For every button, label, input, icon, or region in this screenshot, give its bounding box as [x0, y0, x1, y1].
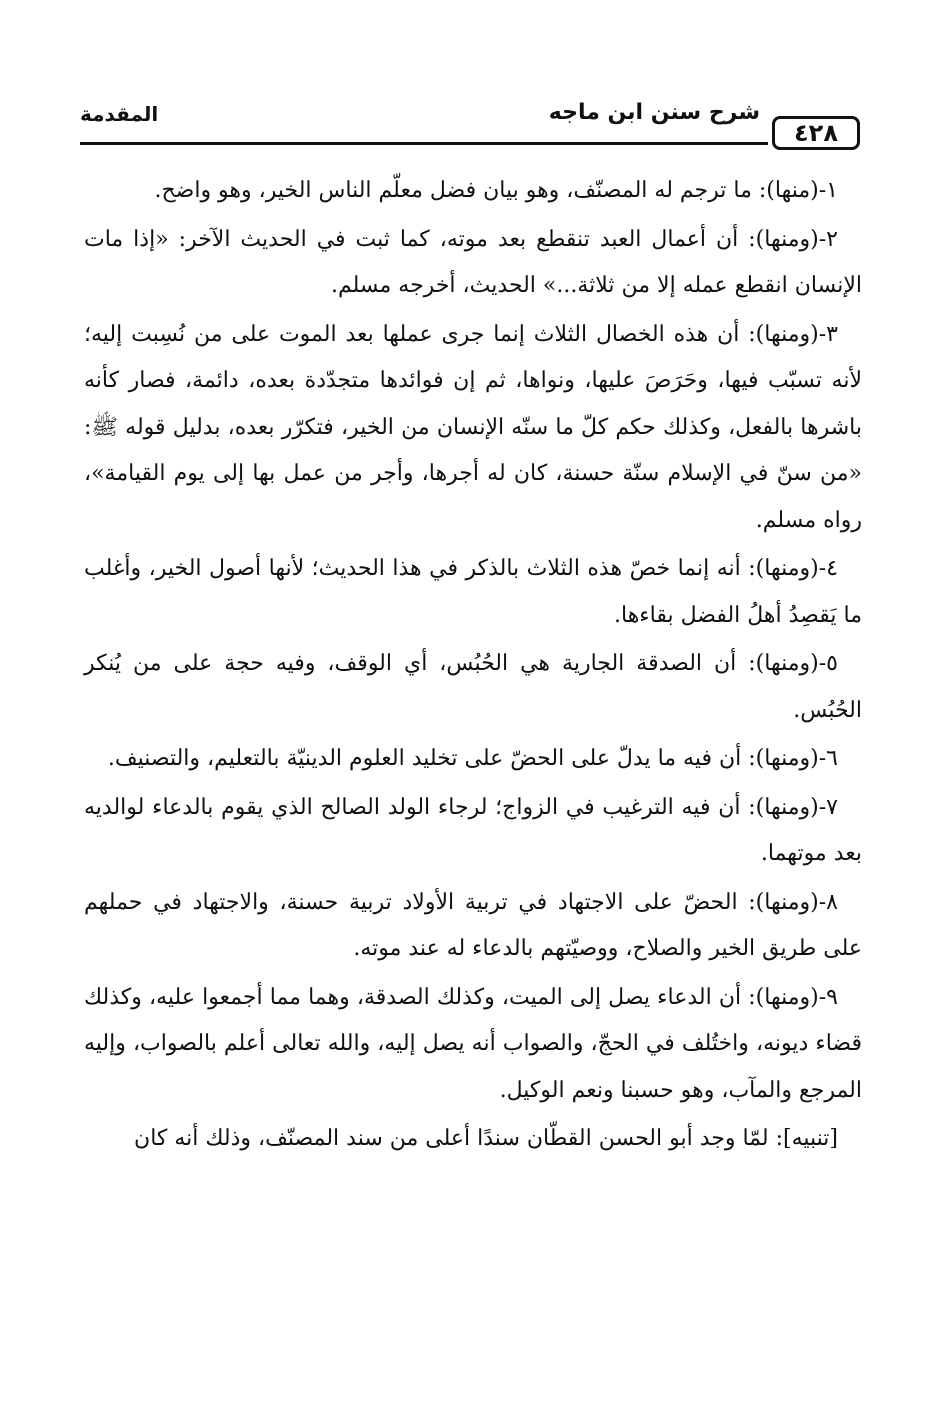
book-title: شرح سنن ابن ماجه — [548, 100, 760, 125]
paragraph-7: ٧-(ومنها): أن فيه الترغيب في الزواج؛ لرجاء الولد الصالح الذي يقوم بالدعاء لوالديه بعد موتهما. — [84, 794, 862, 866]
page-header — [80, 96, 860, 154]
header-divider — [80, 142, 768, 145]
note-paragraph: [تنبيه]: لمّا وجد أبو الحسن القطّان سندًا أعلى من سند المصنّف، وذلك أنه كان — [134, 1126, 838, 1151]
paragraph-2: ٢-(ومنها): أن أعمال العبد تنقطع بعد موته، كما ثبت في الحديث الآخر: «إذا مات الإنسان انقطع عمله إلا من ثلاثة...» الحديث، أخرجه مسلم. — [84, 226, 862, 298]
paragraph-6: ٦-(ومنها): أن فيه ما يدلّ على الحضّ على تخليد العلوم الدينيّة بالتعليم، والتصنيف. — [107, 746, 838, 771]
paragraph-8: ٨-(ومنها): الحضّ على الاجتهاد في تربية الأولاد تربية حسنة، والاجتهاد في حملهم على طريق الخير والصلاح، ووصيّتهم بالدعاء له عند موته. — [84, 889, 862, 961]
paragraph-4: ٤-(ومنها): أنه إنما خصّ هذه الثلاث بالذكر في هذا الحديث؛ لأنها أصول الخير، وأغلب ما يَقصِدُ أهلُ الفضل بقاءها. — [84, 556, 862, 628]
paragraph-1: ١-(منها): ما ترجم له المصنّف، وهو بيان فضل معلّم الناس الخير، وهو واضح. — [154, 178, 838, 203]
section-title: المقدمة — [80, 102, 159, 126]
page-number: ٤٢٨ — [772, 116, 860, 150]
paragraph-9: ٩-(ومنها): أن الدعاء يصل إلى الميت، وكذلك الصدقة، وهما مما أجمعوا عليه، وكذلك قضاء ديونه، واختُلف في الحجّ، والصواب أنه يصل إليه، والله تعالى أعلم بالصواب، وإليه المرجع والمآب، وهو حسبنا ونعم الوكيل. — [84, 984, 862, 1103]
page-body — [84, 168, 862, 1163]
paragraph-5: ٥-(ومنها): أن الصدقة الجارية هي الحُبُس، أي الوقف، وفيه حجة على من يُنكر الحُبُس. — [84, 651, 862, 723]
paragraph-3: ٣-(ومنها): أن هذه الخصال الثلاث إنما جرى عملها بعد الموت على من نُسِبت إليه؛ لأنه تسبّب فيها، وحَرَصَ عليها، ونواها، ثم إن فوائدها متجدّدة بعده، دائمة، فصار كأنه باشرها بالفعل، وكذلك حكم كلّ ما سنّه الإنسان من الخير، فتكرّر بعده، بدليل قوله ﷺ: «من سنّ في الإسلام سنّة حسنة، كان له أجرها، وأجر من عمل بها إلى يوم القيامة»، رواه مسلم. — [84, 321, 862, 533]
